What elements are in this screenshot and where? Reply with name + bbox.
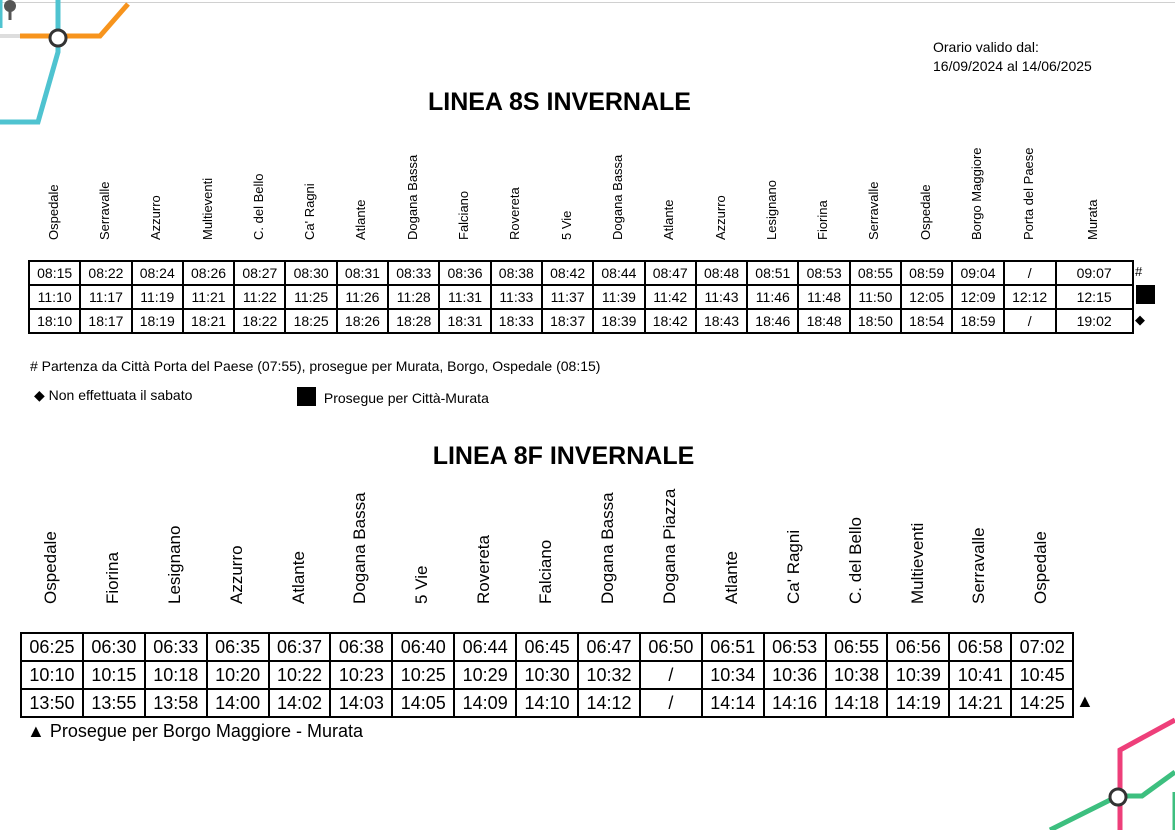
line-8s-note-square [297,387,489,406]
time-cell: 12:05 [901,285,952,309]
line-8f-stop-header [20,486,82,626]
time-cell: 14:02 [269,689,331,717]
line-8s-stop-label: Lesignano [763,180,779,240]
time-cell: 10:22 [269,661,331,689]
line-8f-stop-header [701,486,763,626]
line-8s-stop-label: Ospedale [45,184,61,240]
row-mark-square [1136,285,1155,306]
time-cell: 13:55 [83,689,145,717]
line-8f-stop-label: Atlante [288,551,308,604]
time-cell: 06:53 [764,633,826,661]
time-cell: 06:55 [826,633,888,661]
time-cell: 11:43 [696,285,747,309]
time-cell: 10:30 [516,661,578,689]
time-cell: 11:21 [183,285,234,309]
line-8s-stop-label: 5 Vie [558,210,574,240]
time-cell: 08:30 [285,261,336,285]
line-8s-stop-header [438,118,489,258]
line-8f-stop-label: Dogana Bassa [598,492,618,604]
time-cell: 14:14 [702,689,764,717]
time-cell: 08:15 [29,261,80,285]
line-8f-timetable [20,632,1074,718]
line-8f-stop-header [144,486,206,626]
time-cell: 06:37 [269,633,331,661]
line-8s-stop-header [746,118,797,258]
time-cell: 14:09 [454,689,516,717]
line-8s-stop-label: Serravalle [96,181,112,240]
line-8s-note-hash: # Partenza da Città Porta del Paese (07:55), prosegue per Murata, Borgo, Ospedale (08:15) [30,358,601,374]
time-cell: 12:09 [952,285,1003,309]
validity-dates: 16/09/2024 al 14/06/2025 [933,58,1092,74]
line-8s-stop-label: Borgo Maggiore [969,147,985,240]
line-8f-stop-header [391,486,453,626]
time-cell: 10:39 [887,661,949,689]
line-8f-stop-header [268,486,330,626]
time-cell: 11:26 [337,285,388,309]
time-cell: 18:17 [80,309,131,333]
line-8f-stop-headers [20,478,1073,626]
line-8s-stop-header [336,118,387,258]
time-cell: 06:58 [949,633,1011,661]
square-icon [297,387,316,406]
line-8s-stop-label: Serravalle [866,181,882,240]
line-8s-stop-header [849,118,900,258]
time-cell: 18:48 [798,309,849,333]
time-cell: 11:37 [542,285,593,309]
line-8s-stop-label: Porta del Paese [1020,147,1036,240]
time-cell: 06:45 [516,633,578,661]
time-cell: 07:02 [1011,633,1073,661]
time-cell: 08:36 [439,261,490,285]
line-8f-stop-header [763,486,825,626]
line-8s-stop-header [695,118,746,258]
time-cell: 18:43 [696,309,747,333]
time-cell: 08:53 [798,261,849,285]
time-cell: 08:51 [747,261,798,285]
time-cell: 08:38 [491,261,542,285]
time-cell: 18:22 [234,309,285,333]
line-8s-stop-header [1003,118,1055,258]
table-row [29,285,1133,309]
validity-period [933,38,1092,76]
time-cell: 10:36 [764,661,826,689]
table-row [29,309,1133,333]
line-8s-stop-label: Atlante [661,199,677,240]
line-8f-stop-header [330,486,392,626]
time-cell: 08:48 [696,261,747,285]
row-mark-diamond: ◆ [1135,312,1145,327]
time-cell: / [1004,261,1056,285]
line-8f-stop-label: Dogana Piazza [659,488,679,604]
row-mark-hash: # [1135,264,1143,279]
time-cell: 10:29 [454,661,516,689]
time-cell: 08:59 [901,261,952,285]
time-cell: 18:46 [747,309,798,333]
line-8s-stop-header [28,118,79,258]
time-cell: 18:28 [388,309,439,333]
line-8f-stop-label: Atlante [721,551,741,604]
line-8f-stop-label: Multieventi [907,522,927,604]
line-8f-stop-label: Fiorina [102,552,122,604]
time-cell: 18:42 [645,309,696,333]
line-8s-stop-label: Rovereta [507,187,523,240]
line-8f-stop-label: Serravalle [969,527,989,604]
time-cell: 08:27 [234,261,285,285]
time-cell: 10:20 [207,661,269,689]
line-8s-stop-header [233,118,284,258]
time-cell: 06:25 [21,633,83,661]
line-8f-stop-header [1010,486,1072,626]
time-cell: 12:15 [1056,285,1133,309]
table-row [21,633,1073,661]
validity-label: Orario valido dal: [933,39,1039,55]
time-cell: 10:32 [578,661,640,689]
time-cell: 13:50 [21,689,83,717]
line-8s-stop-label: Ca' Ragni [302,183,318,240]
time-cell: 06:35 [207,633,269,661]
time-cell: / [1004,309,1056,333]
line-8f-stop-label: 5 Vie [412,565,432,604]
table-row [21,689,1073,717]
line-8s-stop-header [900,118,951,258]
table-row [21,661,1073,689]
line-8f-stop-header [453,486,515,626]
line-8f-stop-header [515,486,577,626]
line-8f-stop-header [577,486,639,626]
square-icon [1136,285,1155,304]
line-8f-note-triangle: ▲ Prosegue per Borgo Maggiore - Murata [27,721,363,741]
time-cell: 06:40 [392,633,454,661]
line-8f-stop-label: Rovereta [474,535,494,604]
time-cell: 11:46 [747,285,798,309]
time-cell: 10:23 [330,661,392,689]
time-cell: 18:54 [901,309,952,333]
line-8s-stop-header [490,118,541,258]
time-cell: 08:33 [388,261,439,285]
time-cell: 06:30 [83,633,145,661]
time-cell: 11:10 [29,285,80,309]
time-cell: 11:31 [439,285,490,309]
line-8s-stop-header [131,118,182,258]
time-cell: 18:19 [132,309,183,333]
time-cell: 14:05 [392,689,454,717]
time-cell: 10:34 [702,661,764,689]
line-8s-stop-label: Murata [1085,199,1101,240]
line-8f-stop-header [825,486,887,626]
line-8s-stop-label: Fiorina [815,200,831,240]
time-cell: 11:50 [850,285,901,309]
line-8f-stop-header [887,486,949,626]
time-cell: 14:25 [1011,689,1073,717]
time-cell: 11:17 [80,285,131,309]
time-cell: 11:19 [132,285,183,309]
line-8s-timetable [28,260,1134,334]
top-border-line [0,2,1175,3]
time-cell: 18:59 [952,309,1003,333]
line-8f-stop-label: Ospedale [40,531,60,604]
time-cell: 14:18 [826,689,888,717]
time-cell: 14:21 [949,689,1011,717]
time-cell: 06:51 [702,633,764,661]
time-cell: 11:39 [593,285,644,309]
line-8f-stop-header [949,486,1011,626]
time-cell: 18:21 [183,309,234,333]
time-cell: 08:26 [183,261,234,285]
line-8s-stop-label: Dogana Bassa [609,154,625,240]
time-cell: 18:39 [593,309,644,333]
line-8s-stop-label: Atlante [353,199,369,240]
line-8f-stop-label: Ca' Ragni [783,529,803,604]
time-cell: / [640,689,702,717]
line-8s-title: LINEA 8S INVERNALE [427,88,691,116]
time-cell: 06:38 [330,633,392,661]
line-8s-note-diamond: ◆ Non effettuata il sabato [34,387,193,403]
time-cell: 06:47 [578,633,640,661]
time-cell: 18:25 [285,309,336,333]
time-cell: 18:37 [542,309,593,333]
time-cell: 11:22 [234,285,285,309]
time-cell: 11:28 [388,285,439,309]
time-cell: 09:04 [952,261,1003,285]
line-8s-stop-label: Azzurro [148,195,164,240]
line-8s-note-square-text: Prosegue per Città-Murata [323,390,489,406]
time-cell: 18:10 [29,309,80,333]
time-cell: 11:25 [285,285,336,309]
line-8f-stop-header [206,486,268,626]
time-cell: 13:58 [145,689,207,717]
time-cell: 10:18 [145,661,207,689]
time-cell: 08:24 [132,261,183,285]
time-cell: 18:31 [439,309,490,333]
time-cell: 11:33 [491,285,542,309]
time-cell: 06:33 [145,633,207,661]
line-8s-stop-headers [28,112,1132,258]
time-cell: 19:02 [1056,309,1133,333]
line-8s-stop-header [592,118,643,258]
time-cell: 14:03 [330,689,392,717]
time-cell: 10:45 [1011,661,1073,689]
line-8s-stop-header [79,118,130,258]
time-cell: 06:44 [454,633,516,661]
line-8f-stop-label: Azzurro [226,545,246,604]
table-row [29,261,1133,285]
time-cell: 18:26 [337,309,388,333]
line-8s-stop-header [285,118,336,258]
line-8s-stop-label: Dogana Bassa [404,154,420,240]
time-cell: / [640,661,702,689]
time-cell: 10:25 [392,661,454,689]
line-8s-stop-label: Azzurro [712,195,728,240]
time-cell: 18:33 [491,309,542,333]
time-cell: 11:42 [645,285,696,309]
line-8s-stop-label: Falciano [456,190,472,240]
line-8s-stop-label: Multieventi [199,177,215,240]
line-8s-stop-header [951,118,1002,258]
time-cell: 10:38 [826,661,888,689]
time-cell: 06:50 [640,633,702,661]
metro-line-decoration-bottom-right [1030,700,1175,830]
time-cell: 08:44 [593,261,644,285]
line-8s-stop-header [387,118,438,258]
line-8f-stop-label: Falciano [536,539,556,604]
time-cell: 14:12 [578,689,640,717]
line-8s-stop-header [541,118,592,258]
line-8f-stop-label: C. del Bello [845,517,865,604]
time-cell: 10:15 [83,661,145,689]
time-cell: 09:07 [1056,261,1133,285]
line-8f-stop-header [82,486,144,626]
time-cell: 11:48 [798,285,849,309]
time-cell: 06:56 [887,633,949,661]
line-8f-title: LINEA 8F INVERNALE [432,442,695,470]
time-cell: 08:55 [850,261,901,285]
time-cell: 14:00 [207,689,269,717]
line-8s-stop-header [798,118,849,258]
time-cell: 08:42 [542,261,593,285]
line-8f-stop-label: Dogana Bassa [350,492,370,604]
line-8s-stop-label: C. del Bello [250,173,266,240]
line-8f-row-mark: ▲ [1076,691,1094,711]
time-cell: 10:10 [21,661,83,689]
time-cell: 14:16 [764,689,826,717]
time-cell: 10:41 [949,661,1011,689]
time-cell: 08:31 [337,261,388,285]
line-8s-stop-header [182,118,233,258]
time-cell: 08:22 [80,261,131,285]
line-8s-stop-header [1055,118,1132,258]
line-8s-stop-header [644,118,695,258]
time-cell: 14:10 [516,689,578,717]
time-cell: 08:47 [645,261,696,285]
time-cell: 14:19 [887,689,949,717]
time-cell: 18:50 [850,309,901,333]
time-cell: 12:12 [1004,285,1056,309]
line-8f-stop-label: Ospedale [1031,531,1051,604]
line-8s-stop-label: Ospedale [917,184,933,240]
line-8f-stop-label: Lesignano [164,525,184,604]
line-8f-stop-header [639,486,701,626]
